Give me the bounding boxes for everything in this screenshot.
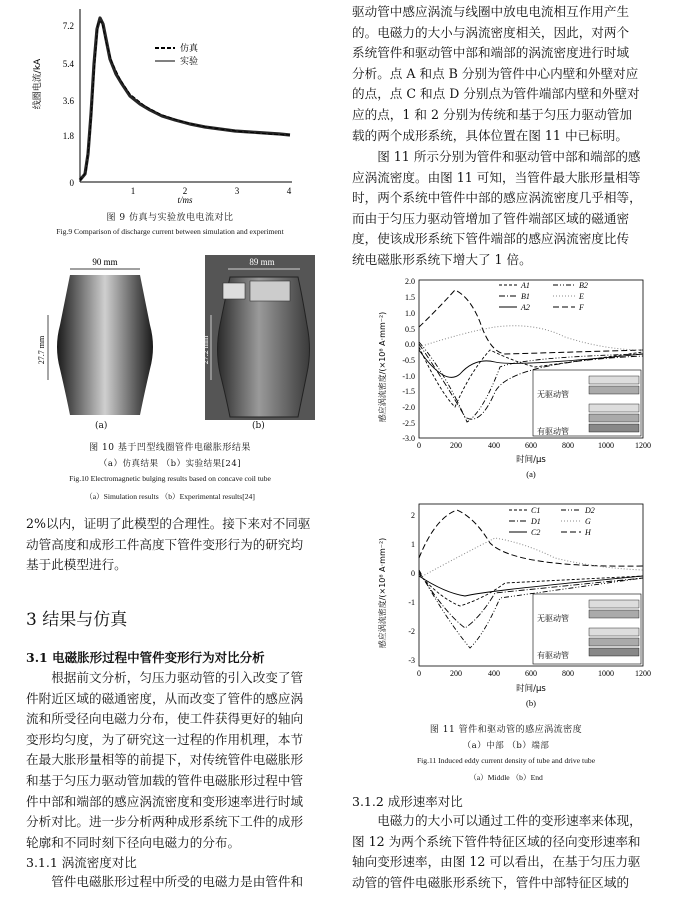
fig9-caption-en: Fig.9 Comparison of discharge current between simulation and experiment xyxy=(56,227,284,236)
fig11b-ytick: -1 xyxy=(408,598,415,607)
fig11a-ytick: 0.0 xyxy=(405,340,415,349)
fig11b-label: (b) xyxy=(526,698,536,708)
fig11b-ytick: 2 xyxy=(411,511,415,520)
fig9-ytick: 7.2 xyxy=(62,21,74,31)
fig11b-legend-D2: D2 xyxy=(585,506,595,515)
fig11a-ylabel: 感应涡流密度/(×10⁸ A·mm⁻²) xyxy=(378,311,387,423)
fig11a-legend-F: F xyxy=(579,303,584,312)
text-line: 系统管件和驱动管中部和端部的涡流密度进行时域 xyxy=(352,45,630,61)
fig11b-legend-D1: D1 xyxy=(531,517,541,526)
left-paragraph-2 xyxy=(26,668,326,853)
section-3-heading: 3 结果与仿真 xyxy=(26,610,128,630)
fig9-chart xyxy=(30,4,330,204)
right-paragraph-2 xyxy=(352,147,656,271)
fig11a-label: (a) xyxy=(526,469,536,479)
fig11b-xtick: 1200 xyxy=(635,669,651,678)
fig11b-legend-H: H xyxy=(585,528,591,537)
text-line: 变形均匀度，为了研究这一过程的作用机理，本节 xyxy=(26,731,304,747)
right-paragraph-3 xyxy=(352,811,656,893)
fig11b-curve-C2 xyxy=(419,576,643,596)
fig10-sub-cn: （a）仿真结果 （b）实验结果[24] xyxy=(98,459,242,469)
fig11a-ytick: -1.5 xyxy=(402,387,415,396)
fig11a-ytick: -2.0 xyxy=(402,403,415,412)
fig11a-xtick: 0 xyxy=(417,441,421,450)
text-line: 时，两个系统中管件中部的感应涡流密度几乎相等， xyxy=(352,190,642,206)
fig11b-legend-G: G xyxy=(585,517,591,526)
text-line: 动管的管件电磁胀形系统下，管件中部特征区域的 xyxy=(352,874,630,890)
fig11a-xtick: 600 xyxy=(525,441,537,450)
fig11a-inset-bottom: 有驱动管 xyxy=(537,427,569,436)
fig11b-ytick: -3 xyxy=(408,656,415,665)
fig9-xtick: 2 xyxy=(182,186,188,196)
text-line: 件附近区域的磁通密度，从而改变了管件的感应涡 xyxy=(26,690,304,706)
fig10-caption-en: Fig.10 Electromagnetic bulging results based on concave coil tube xyxy=(69,474,271,483)
fig11b-chart xyxy=(375,498,665,716)
fig9-ytick: 0 xyxy=(69,178,74,188)
text-line: 应的点，1 和 2 分别为传统和基于匀压力驱动管加 xyxy=(352,106,632,122)
fig9-ytick: 1.8 xyxy=(62,131,74,141)
fig11a-legend-B2: B2 xyxy=(579,281,588,290)
right-paragraph-1 xyxy=(352,2,656,146)
fig11a-ytick: -2.5 xyxy=(402,419,415,428)
text-line: 电磁力的大小可以通过工件的变形速率来体现， xyxy=(377,813,642,828)
fig11b-legend-C2: C2 xyxy=(531,528,541,537)
text-line: 2%以内，证明了此模型的合理性。接下来对不同驱 xyxy=(26,516,311,531)
fig10-dim-b-top: 89 mm xyxy=(249,257,275,267)
fig10-sub-en: （a）Simulation results （b）Experimental results[24] xyxy=(85,492,255,501)
fig11a-ytick: 0.5 xyxy=(405,325,415,334)
fig11a-inset-top: 无驱动管 xyxy=(537,390,569,399)
text-line: 分析对比。进一步分析两种成形系统下工件的成形 xyxy=(26,814,304,830)
fig10-dim-a-side: 27.7 mm xyxy=(37,335,46,365)
text-line: 轮廓和不同时刻下径向电磁力的分布。 xyxy=(26,834,241,850)
fig11a-xtick: 800 xyxy=(562,441,574,450)
section-3-1-1-heading: 3.1.1 涡流密度对比 xyxy=(26,855,137,870)
text-line: 的。电磁力的大小与涡流密度相关，因此，对两个 xyxy=(352,24,630,40)
text-line: 驱动管中感应涡流与线圈中放电电流相互作用产生 xyxy=(352,4,630,19)
fig9-ytick: 3.6 xyxy=(62,96,74,106)
fig10a-tube xyxy=(57,275,153,415)
fig9-ytick: 5.4 xyxy=(62,59,74,69)
fig11b-ytick: 0 xyxy=(411,569,415,578)
fig11a-ytick: -0.5 xyxy=(402,356,415,365)
fig11b-xtick: 800 xyxy=(562,669,574,678)
text-line: 图 11 所示分别为管件和驱动管中部和端部的感 xyxy=(377,149,641,164)
fig11b-xtick: 400 xyxy=(488,669,500,678)
fig11a-xlabel: 时间/μs xyxy=(516,455,546,465)
fig11a-xtick: 400 xyxy=(488,441,500,450)
text-line: 基于此模型进行。 xyxy=(26,557,127,573)
text-line: 根据前文分析，匀压力驱动管的引入改变了管 xyxy=(51,670,304,685)
fig11a-ytick: 1.5 xyxy=(405,293,415,302)
fig9-xtick: 3 xyxy=(234,186,240,196)
fig11a-legend-B1: B1 xyxy=(521,292,530,301)
fig11-sub-cn: （a）中部 （b）端部 xyxy=(462,741,550,751)
text-line: 在最大胀形量相等的前提下，对传统管件电磁胀形 xyxy=(26,752,304,768)
fig11b-xtick: 1000 xyxy=(598,669,614,678)
text-line: 分析。点 A 和点 B 分别为管件中心内壁和外壁对应 xyxy=(352,65,639,81)
fig11a-legend-A2: A2 xyxy=(521,303,530,312)
fig11a-ytick: -1.0 xyxy=(402,372,415,381)
fig9-experiment-curve xyxy=(80,18,290,180)
fig11b-xtick: 200 xyxy=(450,669,462,678)
fig11a-ytick: 2.0 xyxy=(405,277,415,286)
fig11b-ylabel: 感应涡流密度/(×10⁸ A·mm⁻²) xyxy=(378,537,387,649)
fig10-dim-a-top: 90 mm xyxy=(92,257,118,267)
fig11a-xtick: 1200 xyxy=(635,441,651,450)
fig11b-ytick: -2 xyxy=(408,627,415,636)
fig10-label-a: (a) xyxy=(95,421,108,431)
section-3-1-2-heading: 3.1.2 成形速率对比 xyxy=(352,794,463,809)
text-line: 图 12 为两个系统下管件特征区域的径向变形速率和 xyxy=(352,833,641,849)
fig9-caption-cn: 图 9 仿真与实验放电电流对比 xyxy=(106,213,234,223)
fig11a-xtick: 200 xyxy=(450,441,462,450)
fig11b-xtick: 0 xyxy=(417,669,421,678)
fig10-caption-cn: 图 10 基于凹型线圈管件电磁胀形结果 xyxy=(89,443,251,453)
text-line: 度，使该成形系统下管件端部的感应涡流密度比传 xyxy=(352,231,630,247)
fig9-xlabel: t/ms xyxy=(177,195,193,204)
fig11b-xtick: 600 xyxy=(525,669,537,678)
fig11a-chart xyxy=(375,272,665,484)
fig11-caption-cn: 图 11 管件和驱动管的感应涡流密度 xyxy=(429,725,583,735)
fig10-images xyxy=(30,255,320,435)
fig9-xtick: 4 xyxy=(286,186,292,196)
fig11a-legend-A1: A1 xyxy=(521,281,530,290)
fig9-ylabel: 线圈电流/kA xyxy=(33,58,43,110)
text-line: 和基于匀压力驱动管加载的管件电磁胀形过程中管 xyxy=(26,772,304,788)
fig9-legend-sim: 仿真 xyxy=(180,44,199,54)
fig11a-legend-E: E xyxy=(579,292,584,301)
fig11b-ytick: 1 xyxy=(411,540,415,549)
fig11a-ytick: -3.0 xyxy=(402,434,415,443)
fig9-xtick: 1 xyxy=(130,186,136,196)
text-line: 轴向变形速率，由图 12 可以看出，在基于匀压力驱 xyxy=(352,854,641,870)
fig11b-inset-bottom: 有驱动管 xyxy=(537,651,569,660)
text-line: 件中部和端部的感应涡流密度和变形速率进行时域 xyxy=(26,793,304,809)
text-line: 的点，点 C 和点 D 分别点为管件端部内壁和外壁对 xyxy=(352,86,640,102)
fig10-label-b: (b) xyxy=(252,421,265,431)
fig11a-curve-F xyxy=(419,290,643,354)
fig11a-curve-E xyxy=(419,326,643,350)
text-line: 流和所受径向电磁力分布，使工件获得更好的轴向 xyxy=(26,711,304,727)
left-paragraph-3: 管件电磁胀形过程中所受的电磁力是由管件和 xyxy=(51,874,304,889)
fig11b-legend-C1: C1 xyxy=(531,506,541,515)
text-line: 动管高度和成形工件高度下管件变形行为的研究均 xyxy=(26,536,304,552)
text-line: 载的两个成形系统，具体位置在图 11 中已标明。 xyxy=(352,127,628,143)
fig11b-inset-top: 无驱动管 xyxy=(537,614,569,623)
fig9-legend-exp: 实验 xyxy=(180,57,199,67)
fig11-caption-en: Fig.11 Induced eddy current density of tube and drive tube xyxy=(416,756,596,765)
fig10-dim-b-side: 27.2 mm xyxy=(201,335,210,365)
text-line: 应涡流密度。由图 11 可知，当管件最大胀形量相等 xyxy=(352,169,641,185)
fig11b-curve-G xyxy=(419,538,643,578)
text-line: 而由于匀压力驱动管增加了管件端部区域的磁通密 xyxy=(352,210,630,226)
fig11b-xlabel: 时间/μs xyxy=(516,684,546,694)
fig11-sub-en: （a）Middle （b）End xyxy=(469,773,543,782)
text-line: 统电磁胀形系统下增大了 1 倍。 xyxy=(352,251,532,267)
fig11a-ytick: 1.0 xyxy=(405,309,415,318)
section-3-1-heading: 3.1 电磁胀形过程中管件变形行为对比分析 xyxy=(26,650,265,665)
fig11a-xtick: 1000 xyxy=(598,441,614,450)
left-paragraph-1 xyxy=(26,514,326,576)
